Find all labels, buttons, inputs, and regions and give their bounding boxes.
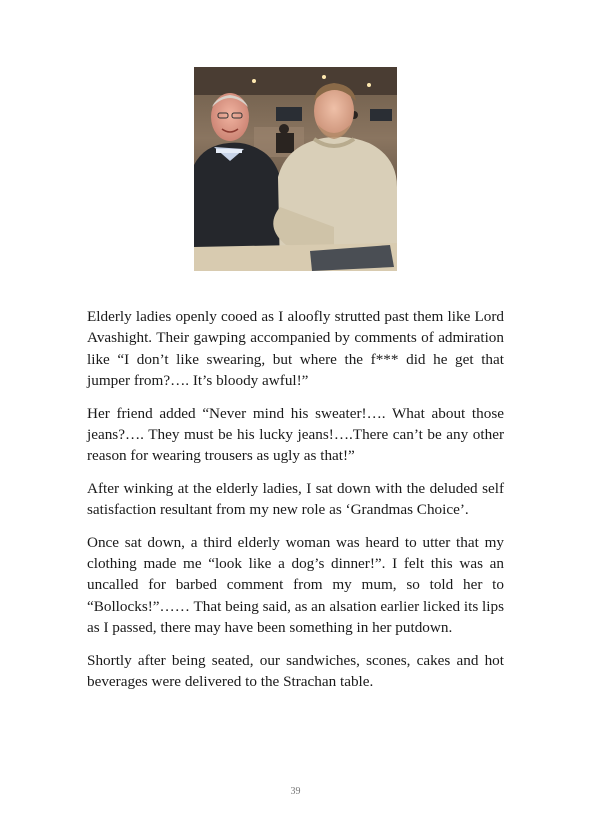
paragraph-3: After winking at the elderly ladies, I sat down with the deluded self satisfaction resultant from my new role as ‘Grandmas Choice’. [87, 479, 504, 519]
body-text [87, 306, 504, 704]
paragraph-5: Shortly after being seated, our sandwiches, scones, cakes and hot beverages were delivered to the Strachan table. [87, 651, 504, 691]
page-number: 39 [290, 786, 301, 797]
photo-two-men-at-table [194, 67, 397, 271]
paragraph-2: Her friend added “Never mind his sweater!…. What about those jeans?…. They must be his lucky jeans!….There can’t be any other reason for wearing trousers as ugly as that!” [87, 404, 504, 465]
paragraph-1: Elderly ladies openly cooed as I aloofly strutted past them like Lord Avashight. Their gawping accompanied by comments of admiration like “I don’t like swearing, but where the f*** did he get that jumper from?…. It’s bloody awful!” [87, 308, 504, 390]
paragraph-4: Once sat down, a third elderly woman was heard to utter that my clothing made me “look like a dog’s dinner!”. I felt this was an uncalled for barbed comment from my mum, so told her to “Bollocks!”…… That being said, as an alsation earlier licked its lips as I passed, there may have been something in her putdown. [87, 533, 504, 637]
